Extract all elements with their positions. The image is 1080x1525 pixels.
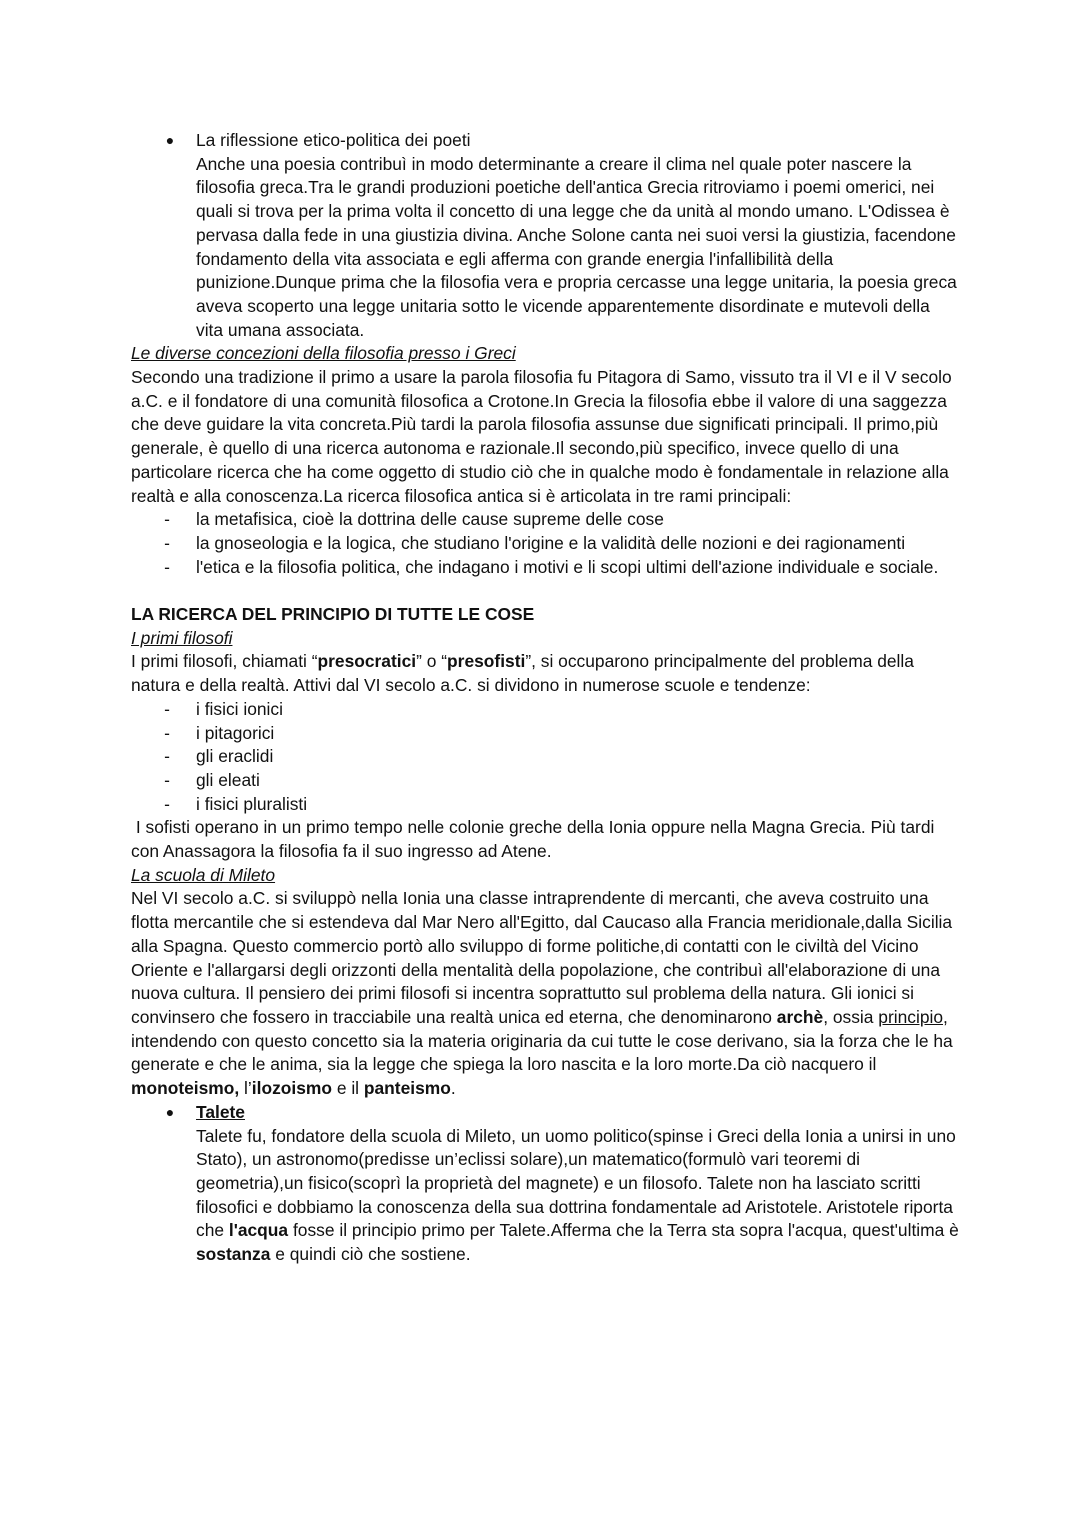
- list-rami: [131, 508, 961, 579]
- bullet-title-talete: Talete: [196, 1101, 245, 1122]
- list-item: - la gnoseologia e la logica, che studiano l'origine e la validità delle nozioni e dei ragionamenti: [196, 532, 961, 556]
- subtitle-concezioni: Le diverse concezioni della filosofia presso i Greci: [131, 343, 516, 364]
- spacer: [131, 579, 961, 603]
- list-item: - i fisici ionici: [196, 698, 961, 722]
- list-item: - gli eleati: [196, 769, 961, 793]
- paragraph-sofisti: I sofisti operano in un primo tempo nelle colonie greche della Ionia oppure nella Magna Grecia. Più tardi con Anassagora la filosofia fa il suo ingresso ad Atene.: [131, 817, 940, 862]
- paragraph-primi-filosofi: I primi filosofi, chiamati “presocratici” o “presofisti”, si occuparono principalmente del problema della natura e della realtà. Attivi dal VI secolo a.C. si dividono in numerose scuole e tendenze:: [131, 651, 914, 696]
- list-scuole: [131, 698, 961, 817]
- document-page: [131, 129, 961, 1267]
- subtitle-scuola-mileto: La scuola di Mileto: [131, 864, 276, 885]
- bullet-title: La riflessione etico-politica dei poeti: [196, 130, 471, 150]
- bullet-icon: ●: [165, 1103, 175, 1120]
- term-principio: principio,: [878, 1007, 948, 1027]
- dash-icon: -: [164, 532, 170, 553]
- dash-icon: -: [164, 722, 170, 743]
- term-sostanza: sostanza: [196, 1244, 271, 1265]
- dash-icon: -: [164, 769, 170, 790]
- term-panteismo: panteismo: [363, 1078, 451, 1099]
- term-ilozoismo: ilozoismo: [251, 1078, 332, 1099]
- term-presocratici: presocratici: [317, 651, 417, 672]
- bullet-icon: ●: [165, 132, 175, 148]
- term-arche: archè: [776, 1007, 824, 1027]
- list-item: - l'etica e la filosofia politica, che indagano i motivi e li scopi ultimi dell'azione individuale e sociale.: [196, 556, 961, 580]
- term-acqua: l'acqua: [228, 1220, 289, 1241]
- paragraph-talete: Talete fu, fondatore della scuola di Mileto, un uomo politico(spinse i Greci della Ionia a unirsi in uno Stato), un astronomo(predisse un’eclissi solare),un matematico(formulò vari teoremi di geometria),un fisico(scoprì la proprietà del magnete) e un filosofo. Talete non ha lasciato scritti filosofici e dobbiamo la conoscenza della sua dottrina fondamentale ad Aristotele. Aristotele riporta che l'acqua fosse il principio primo per Talete.Afferma che la Terra sta sopra l'acqua, quest'ultima è sostanza e quindi ciò che sostiene.: [196, 1125, 959, 1265]
- list-item: - i fisici pluralisti: [196, 793, 961, 817]
- bullet-body: Anche una poesia contribuì in modo determinante a creare il clima nel quale poter nascere la filosofia greca.Tra le grandi produzioni poetiche dell'antica Grecia ritroviamo i poemi omerici, nei quali si trova per la prima volta il concetto di una legge che da unità al mondo umano. L'Odissea è pervasa dalla fede in una giustizia divina. Anche Solone canta nei suoi versi la giustizia, facendone fondamento della vita associata e egli afferma con grande energia l'infallibilità della punizione.Dunque prima che la filosofia vera e propria cercasse una legge unitaria, la poesia greca aveva scoperto una legge unitaria sotto le vicende apparentemente disordinate e mutevoli della vita umana associata.: [196, 153, 957, 340]
- dash-icon: -: [164, 793, 170, 814]
- dash-icon: -: [164, 509, 170, 530]
- subtitle-primi-filosofi: I primi filosofi: [131, 627, 233, 648]
- dash-icon: -: [164, 746, 170, 767]
- bullet-item-talete: [165, 1101, 961, 1267]
- list-item: - la metafisica, cioè la dottrina delle cause supreme delle cose: [196, 508, 961, 532]
- dash-icon: -: [164, 698, 170, 719]
- dash-icon: -: [164, 556, 170, 577]
- term-monoteismo: monoteismo,: [131, 1078, 240, 1099]
- list-item: - gli eraclidi: [196, 745, 961, 769]
- term-presofisti: presofisti: [447, 651, 526, 672]
- list-item: - i pitagorici: [196, 722, 961, 746]
- bullet-item-poeti: [165, 129, 961, 342]
- paragraph-mileto: Nel VI secolo a.C. si sviluppò nella Ionia una classe intraprendente di mercanti, che aveva costruito una flotta mercantile che si estendeva dal Mar Nero all'Egitto, dal Caucaso alla Francia meridionale,dalla Sicilia alla Spagna. Questo commercio portò allo sviluppo di forme politiche,di contatti con le civiltà del Vicino Oriente e l'allargarsi degli orizzonti della mentalità della popolazione, che contribuì all'elaborazione di una nuova cultura. Il pensiero dei primi filosofi si incentra soprattutto sul problema della natura. Gli ionici si convinsero che fossero in tracciabile una realtà unica ed eterna, che denominarono archè, ossia principio, intendendo con questo concetto sia la materia originaria da cui tutte le cose derivano, sia la forza che le ha generate e che le anima, sia la legge che spiega la loro nascita e la loro morte.Da ciò nacquero il monoteismo, l’ilozoismo e il panteismo.: [131, 888, 953, 1099]
- paragraph-concezioni: Secondo una tradizione il primo a usare la parola filosofia fu Pitagora di Samo, vissuto tra il VI e il V secolo a.C. e il fondatore di una comunità filosofica a Crotone.In Grecia la filosofia ebbe il valore di una saggezza che deve guidare la vita concreta.Più tardi la parola filosofia assunse due significati principali. Il primo,più generale, è quello di una ricerca autonoma e razionale.Il secondo,più specifico, invece quello di una particolare ricerca che ha come oggetto di studio ciò che in qualche modo è fondamentale in relazione alla realtà e alla conoscenza.La ricerca filosofica antica si è articolata in tre rami principali:: [131, 367, 952, 506]
- heading-ricerca-principio: LA RICERCA DEL PRINCIPIO DI TUTTE LE COSE: [131, 604, 535, 625]
